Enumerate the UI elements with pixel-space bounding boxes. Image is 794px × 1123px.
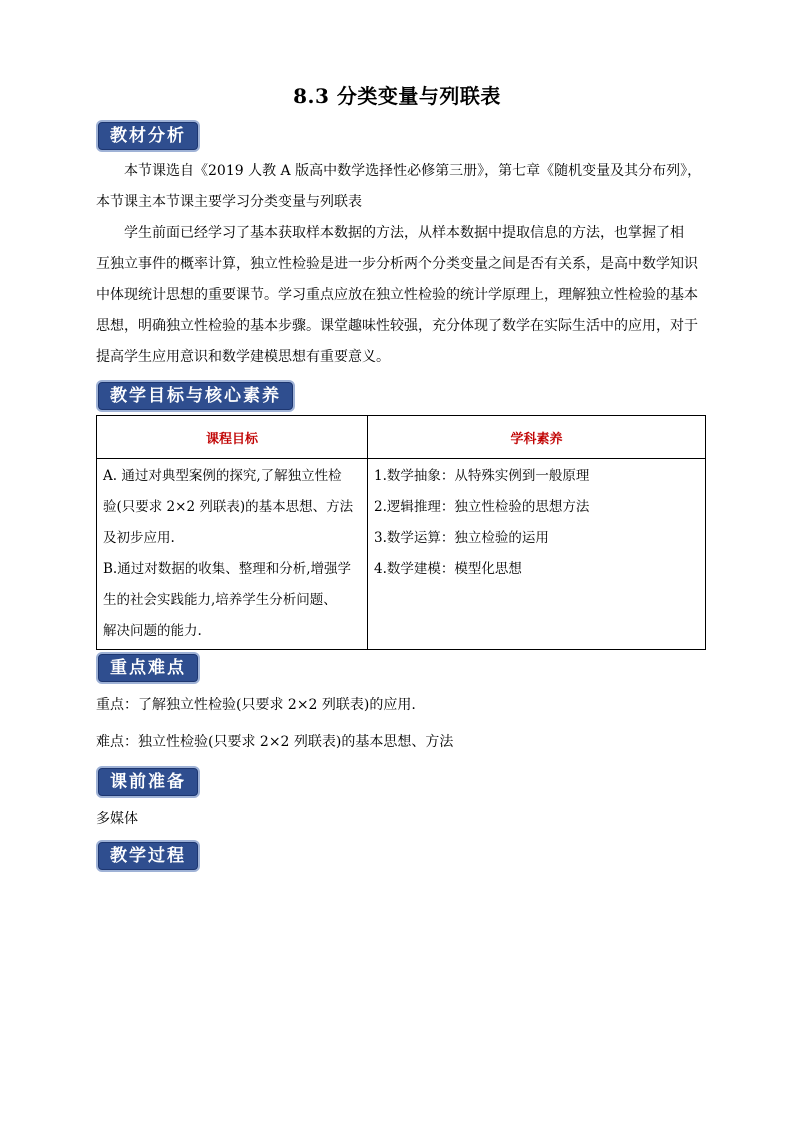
text-line: 本节课主本节课主要学习分类变量与列联表 <box>96 194 362 210</box>
table-row <box>97 459 706 650</box>
cell-text-line: 及初步应用. <box>103 530 175 546</box>
cell-text-line: 1.数学抽象：从特殊实例到一般原理 <box>374 468 590 484</box>
course-goals-cell <box>97 459 368 650</box>
key-point-text: 重点：了解独立性检验(只要求 2×2 列联表)的应用. <box>96 697 416 713</box>
preparation-text: 多媒体 <box>96 811 138 827</box>
section-badge-process: 教学过程 <box>96 840 200 872</box>
cell-text-line: 4.数学建模：模型化思想 <box>374 561 522 577</box>
section-badge-analysis: 教材分析 <box>96 120 200 152</box>
table-header-row <box>97 416 706 459</box>
cell-text-line: 2.逻辑推理：独立性检验的思想方法 <box>374 499 590 515</box>
text-line: 提高学生应用意识和数学建模思想有重要意义。 <box>96 349 390 365</box>
analysis-paragraph-1 <box>96 156 708 218</box>
cell-text-line: 验(只要求 2×2 列联表)的基本思想、方法 <box>103 499 354 515</box>
text-line: 中体现统计思想的重要课节。学习重点应放在独立性检验的统计学原理上，理解独立性检验的基本 <box>96 287 698 303</box>
cell-text-line: 生的社会实践能力,培养学生分析问题、 <box>103 592 337 608</box>
section-badge-goals: 教学目标与核心素养 <box>96 380 295 412</box>
section-badge-key-points: 重点难点 <box>96 652 200 684</box>
section-badge-preparation: 课前准备 <box>96 766 200 798</box>
text-line: 互独立事件的概率计算，独立性检验是进一步分析两个分类变量之间是否有关系，是高中数学知识 <box>96 256 698 272</box>
cell-text-line: 解决问题的能力. <box>103 623 202 639</box>
analysis-paragraph-2 <box>96 218 708 373</box>
cell-text-line: 3.数学运算：独立检验的运用 <box>374 530 549 546</box>
text-line: 本节课选自《2019 人教 A 版高中数学选择性必修第三册》，第七章《随机变量及其分布列》， <box>124 163 702 179</box>
goals-table <box>96 415 706 650</box>
header-course-goals: 课程目标 <box>97 416 368 459</box>
text-line: 思想，明确独立性检验的基本步骤。课堂趣味性较强，充分体现了数学在实际生活中的应用，对于 <box>96 318 698 334</box>
text-line: 学生前面已经学习了基本获取样本数据的方法，从样本数据中提取信息的方法，也掌握了相 <box>124 225 684 241</box>
core-literacy-cell <box>368 459 706 650</box>
difficulty-text: 难点：独立性检验(只要求 2×2 列联表)的基本思想、方法 <box>96 734 454 750</box>
page-title: 8.3 分类变量与列联表 <box>293 84 501 108</box>
cell-text-line: B.通过对数据的收集、整理和分析,增强学 <box>103 561 352 577</box>
cell-text-line: A. 通过对典型案例的探究,了解独立性检 <box>103 468 342 484</box>
header-core-literacy: 学科素养 <box>368 416 706 459</box>
